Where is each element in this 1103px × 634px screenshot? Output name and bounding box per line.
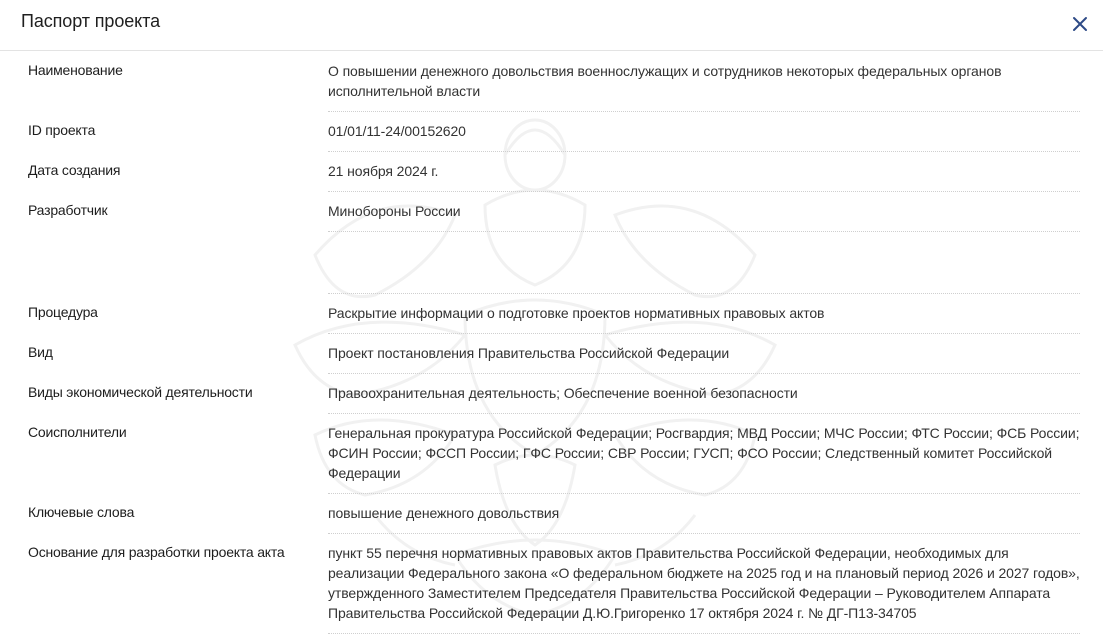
passport-table [0,52,1103,634]
row-value: Раскрытие информации о подготовке проектов нормативных правовых актов [328,294,1080,334]
row-value: Минобороны России [328,192,1080,232]
table-row [0,152,1103,192]
table-row [0,374,1103,414]
close-button[interactable] [1068,12,1092,36]
row-value: Генеральная прокуратура Российской Федерации; Росгвардия; МВД России; МЧС России; ФТС России; ФСБ России; ФСИН России; ФССП России; ГФС России; СВР России; ГУСП; ФСО России; Следственный комитет Российской Федерации [328,414,1080,494]
table-row [0,52,1103,112]
table-row [0,494,1103,534]
row-label: Соисполнители [28,424,127,440]
row-label: Ключевые слова [28,504,135,520]
close-icon [1068,12,1092,36]
row-value: пункт 55 перечня нормативных правовых актов Правительства Российской Федерации, необходимых для реализации Федерального закона «О федеральном бюджете на 2025 год и на плановый период 2026 и 2027 годов», утвержденного Заместителем Председателя Правительства Российской Федерации – Руководителем Аппарата Правительства Российской Федерации Д.Ю.Григоренко 17 октября 2024 г. № ДГ-П13-34705 [328,534,1080,634]
row-label: Основание для разработки проекта акта [28,544,285,560]
row-value: 01/01/11-24/00152620 [328,112,1080,152]
table-row [0,192,1103,232]
row-value: повышение денежного довольствия [328,494,1080,534]
row-label: Дата создания [28,162,121,178]
table-row [0,334,1103,374]
row-label: Вид [28,344,53,360]
row-value: Правоохранительная деятельность; Обеспечение военной безопасности [328,374,1080,414]
row-value: О повышении денежного довольствия военнослужащих и сотрудников некоторых федеральных органов исполнительной власти [328,52,1080,112]
table-row [0,112,1103,152]
table-row [0,294,1103,334]
table-row-empty [0,232,1103,294]
row-label: Процедура [28,304,98,320]
table-row [0,534,1103,634]
table-row [0,414,1103,494]
row-label: Разработчик [28,202,108,218]
row-label: ID проекта [28,122,96,138]
row-value: 21 ноября 2024 г. [328,152,1080,192]
row-value [328,232,1080,294]
modal-title: Паспорт проекта [21,11,160,31]
modal-header [0,0,1103,51]
row-label: Наименование [28,62,123,78]
row-value: Проект постановления Правительства Российской Федерации [328,334,1080,374]
row-label: Виды экономической деятельности [28,384,253,400]
